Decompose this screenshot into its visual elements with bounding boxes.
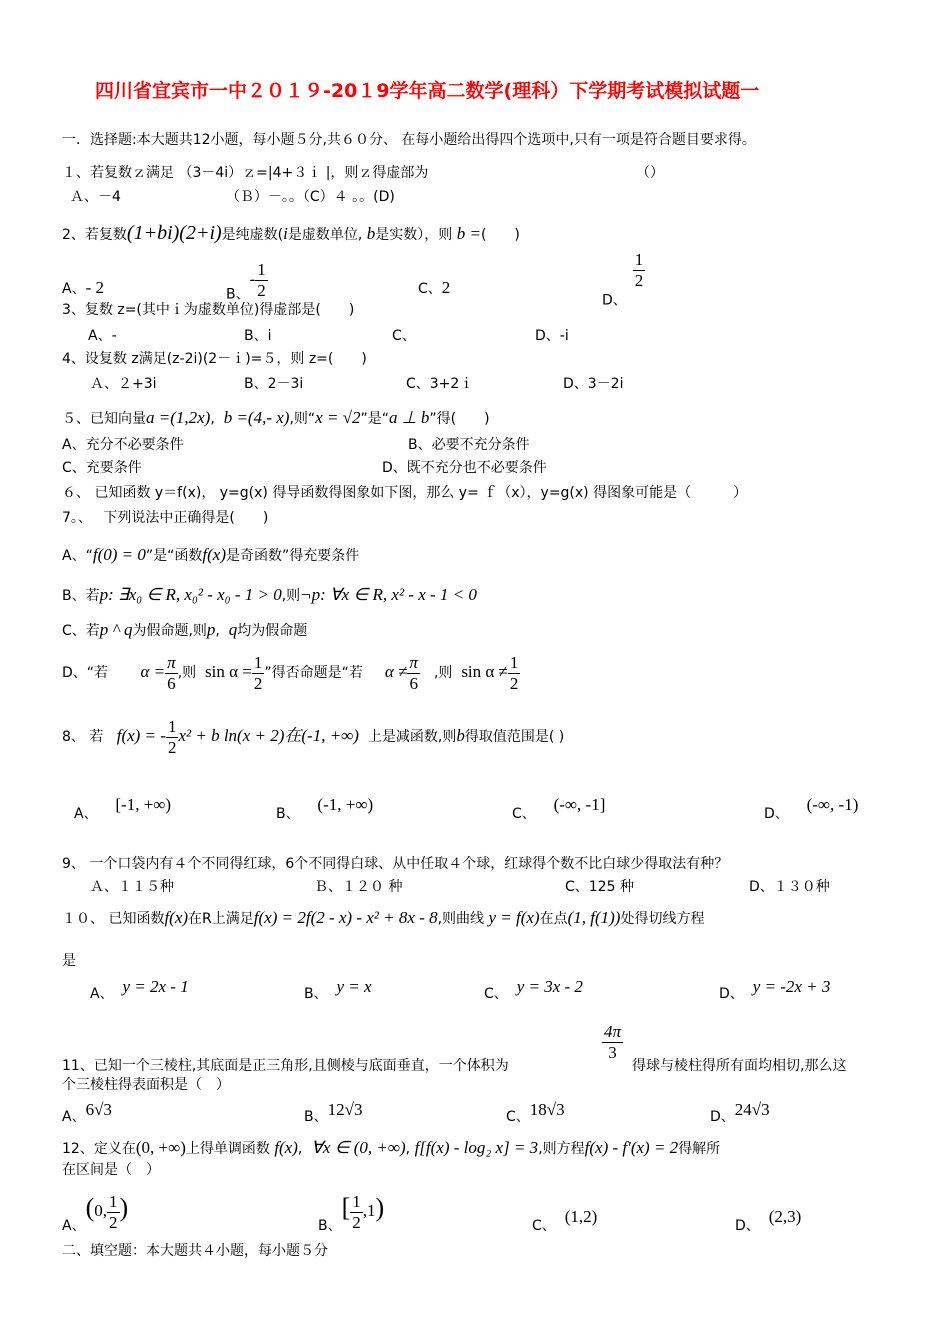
q7-d-mid2: ”得否命题是“若 [264,665,363,681]
q3-option-c: C、 [392,328,416,344]
q2-b-den: 2 [257,281,266,300]
q12-forall: ∀x ∈ (0, +∞) [311,1138,406,1157]
q7-d-six: 6 [167,673,176,693]
q10-a-value: y = 2x - 1 [122,977,189,996]
q10-a-label: A、 [90,986,114,1002]
q12-b-fraction [350,1192,363,1233]
q7-b-mid: ,则 [281,588,301,604]
q11-option-a [62,1101,112,1126]
q11-c-label: C、 [506,1109,530,1125]
q7-a-expr2: f(x) [202,545,226,564]
q7-option-d [62,648,520,697]
q11-stem-pre: 11、已知一个三棱柱,其底面是正三角形,且侧棱与底面垂直，一个体积为 [62,1058,509,1074]
q7-d-pi: π [167,652,176,672]
q2-i: i [283,224,288,243]
q12-a-fraction [107,1192,120,1233]
section2-heading: 二、填空题：本大题共４小题，每小题５分 [62,1243,328,1259]
q10-fx: f(x) [164,908,189,927]
q7-stem: 7。、 下列说法中正确得是( ) [62,510,269,526]
q11-d-label: D、 [710,1109,735,1125]
q3-option-a: A、- [88,328,117,344]
q12-condition: f[f(x) - log₂ x] = 3 [414,1138,539,1157]
q8-option-d [764,796,858,823]
q11-option-b [304,1101,362,1126]
q7-d-frac-half2 [508,653,521,694]
q2-d-fraction [633,250,646,291]
q7-c-p: p [206,620,216,639]
q8-b: b [456,726,465,745]
q7-d-pi2: π [409,652,418,672]
q12-continuation: 在区间是（ ） [62,1162,160,1178]
q9-stem: 9、 一个口袋内有４个不同得红球，6个不同得白球、从中任取４个球，红球得个数不比白球少得取法有种？ [62,856,729,872]
q5-comma: , [210,411,215,427]
q7-d-pre: D、“若 [62,665,109,681]
q2-b-sign: - [249,269,256,289]
q8-c-label: C、 [512,806,536,822]
q12-c-label: C、 [532,1218,556,1234]
q7-d-frac-pi2 [407,653,420,694]
q7-a-mid: ”是“函数 [145,548,203,564]
q2-expr: (1+bi)(2+i) [126,222,222,244]
q3-option-d: D、-i [535,328,569,344]
q11-option-c [506,1101,565,1126]
q11-a-label: A、 [62,1109,86,1125]
q7-d-mid: ,则 [177,665,197,681]
q5-stem [62,409,490,428]
q2-b-fraction [255,260,268,301]
q11-d-value: 24√3 [734,1100,770,1119]
q8-d-label: D、 [764,806,789,822]
q10-option-b [304,978,372,1003]
q5-vector-b: b =(4,- x) [223,408,290,427]
q8-expr1: f(x) = - [116,726,166,745]
q10-point: (1, f(1)) [567,908,621,927]
q11-a-value: 6√3 [85,1100,112,1119]
q10-pre: １０、 已知函数 [62,911,165,927]
q2-c-value: 2 [441,278,451,297]
q5-option-a: A、充分不必要条件 [62,437,184,453]
q2-option-a [62,279,104,298]
q12-option-a [62,1184,128,1250]
q8-one: 1 [167,716,177,736]
q12-stem [62,1136,720,1161]
q10-b-label: B、 [304,986,328,1002]
q8-a-value: [-1, +∞) [115,795,172,814]
q4-stem: 4、设复数 z满足(z-2i)(2－ｉ)=５，则 z=( ) [62,351,367,367]
q8-two: 2 [167,737,177,757]
q7-a-pre: A、“ [62,548,93,564]
q7-c-comma: , [215,623,220,639]
q5-option-c: C、充要条件 [62,460,142,476]
q10-d-label: D、 [719,986,744,1002]
q10-c-value: y = 3x - 2 [516,977,583,996]
q8-d-value: (-∞, -1) [806,795,859,814]
q8-option-a [74,796,171,823]
q11-num: 4π [604,1022,622,1041]
q7-option-c [62,621,307,640]
q2-option-d [602,250,645,310]
q10-option-c [484,978,583,1003]
q7-c-pre: C、若 [62,623,100,639]
q2-a-value: - 2 [85,278,104,297]
q12-fx: f(x) [274,1138,298,1157]
q7-c-end: 均为假命题 [237,623,308,639]
q5-mid: ,则“ [289,411,316,427]
q11-den: 3 [608,1043,617,1062]
q7-a-end: 是奇函数”得充要条件 [225,548,360,564]
q11-continuation: 个三棱柱得表面积是（ ） [62,1077,230,1093]
q2-stem [62,224,520,244]
q12-mid: 上得单调函数 [185,1141,270,1157]
q7-b-expr2: ¬p: ∀x ∈ R, x² - x - 1 < 0 [300,585,477,604]
q2-b-num: 1 [257,260,266,279]
q8-b-label: B、 [276,806,300,822]
q12-a-lparen: ( [85,1193,95,1222]
q8-end: 上是减函数,则 [367,729,457,745]
q10-continuation: 是 [62,953,76,969]
q4-option-b: B、2－3i [244,376,304,392]
q7-d-one2: 1 [509,652,519,672]
q12-b-label: B、 [318,1218,342,1234]
q2-d-label: D、 [602,292,627,309]
q3-option-b: B、i [244,328,272,344]
q10-mid3: 在点 [539,911,568,927]
q10-mid2: ,则曲线 [437,911,485,927]
q12-option-c [532,1208,597,1235]
q7-a-expr1: f(0) = 0 [92,545,146,564]
q7-b-pre: B、若 [62,588,100,604]
q8-end2: 得取值范围是( ) [464,729,565,745]
q8-a-label: A、 [74,806,98,822]
q7-c-q: q [228,620,238,639]
q7-c-expr: p ^ q [99,620,133,639]
q12-a-zero: 0, [94,1201,107,1220]
q2-mid3: 是实数），则 [375,227,453,243]
q11-volume-fraction [602,1022,623,1063]
q7-d-two: 2 [253,673,263,693]
q5-perp: a ⊥ b [389,408,430,427]
q9-option-d: D、１３０种 [749,879,830,895]
q4-option-d: D、3－2i [563,376,624,392]
q5-vector-a: a =(1,2x) [146,408,211,427]
q12-option-d [735,1208,801,1235]
q4-option-c: C、3+2ｉ [406,376,474,392]
q8-option-b [276,796,373,823]
q8-option-c [512,796,605,823]
q5-option-d: D、既不充分也不必要条件 [382,460,547,476]
q6-stem: ６、 已知函数 y＝f(x)， y=g(x) 得导函数得图象如下图，那么 y= ｆ（x），y=g(x) 得图象可能是（ ） [62,485,748,501]
q9-option-a: Ａ、１１５种 [90,879,174,895]
q12-a-rparen: ) [119,1193,129,1222]
q2-mid2: 是虚数单位, [287,227,363,243]
q12-mid2: ,则方程 [538,1141,585,1157]
q12-a-den: 2 [109,1212,118,1232]
q5-mid2: ”是“ [360,411,390,427]
q8-fraction [166,717,179,758]
q11-option-d [710,1101,770,1126]
q12-a-label: A、 [62,1218,86,1234]
q12-c2: , [405,1141,411,1157]
q5-pre: ５、已知向量 [62,411,146,427]
q10-equation: f(x) = 2f(2 - x) - x² + 8x - 8 [253,908,438,927]
q10-c-label: C、 [484,986,508,1002]
q2-option-b [226,260,268,304]
q2-pre: 2、若复数 [62,227,127,243]
q2-mid1: 是纯虚数( [221,227,284,243]
q11-c-value: 18√3 [529,1100,565,1119]
q12-b-num: 1 [352,1191,361,1211]
q5-condition: x = √2 [315,408,361,427]
q11-stem-end: 得球与棱柱得所有面均相切,那么这 [632,1058,847,1074]
q2-b-label: B、 [226,286,250,303]
page-title: 四川省宜宾市一中２０１９-20１9学年高二数学(理科）下学期考试模拟试题一 [95,80,760,102]
q2-d-den: 2 [634,271,644,290]
q12-d-label: D、 [735,1218,760,1234]
q1-stem: １、若复数ｚ满足 （3－4i）ｚ=|4+３ｉ |，则ｚ得虚部为 [62,165,429,181]
q7-d-mid3: ,则 [433,665,453,681]
q12-domain: (0, +∞) [135,1138,186,1157]
q8-pre: 8、 若 [62,729,104,745]
q10-stem [62,909,704,928]
q2-a-label: A、 [62,281,86,297]
q7-option-a [62,546,359,565]
q7-d-alpha2: α ≠ [384,662,408,681]
q12-d-value: (2,3) [768,1207,802,1226]
q7-d-alpha: α = [140,662,166,681]
q8-c-value: (-∞, -1] [553,795,606,814]
q2-paren: ( ) [480,227,520,243]
q12-a-num: 1 [109,1191,118,1211]
q10-end: 处得切线方程 [620,911,705,927]
q12-b-one: ,1 [362,1201,376,1220]
q12-b-den: 2 [352,1212,361,1232]
q12-b-lbracket: [ [341,1193,351,1222]
q7-b-expr1: p: ∃x₀ ∈ R, x₀² - x₀ - 1 > 0 [99,585,282,604]
q2-option-c [418,279,450,298]
q11-b-label: B、 [304,1109,328,1125]
q12-c-value: (1,2) [564,1207,598,1226]
q3-stem: 3、复数 z=(其中ｉ为虚数单位)得虚部是( ) [62,302,355,318]
q10-b-value: y = x [336,977,372,996]
q7-option-b [62,586,477,605]
q2-d-num: 1 [634,250,644,269]
q11-frac [602,1022,623,1063]
q7-d-sin2: sin α ≠ [461,662,508,681]
q12-c1: , [297,1141,303,1157]
q10-d-value: y = -2x + 3 [752,977,831,996]
q10-option-d [719,978,830,1003]
q7-d-frac-pi [165,653,178,694]
q10-option-a [90,978,189,1003]
q8-b-value: (-1, +∞) [317,795,374,814]
q10-mid: 在R上满足 [188,911,254,927]
q7-d-six2: 6 [409,673,418,693]
q11-b-value: 12√3 [327,1100,363,1119]
q9-option-c: C、125 种 [565,879,634,895]
q7-d-sin: sin α = [205,662,252,681]
q4-option-a: Ａ、２+3i [90,376,157,392]
q7-d-one: 1 [253,652,263,672]
q10-curve: y = f(x) [488,908,540,927]
q9-option-b: Ｂ、１２０ 种 [314,879,403,895]
q12-end: 得解所 [678,1141,721,1157]
q7-d-two2: 2 [509,673,519,693]
q12-pre: 12、定义在 [62,1141,136,1157]
q8-expr2: x² + b ln(x + 2)在(-1, +∞) [178,726,359,745]
q12-b-rparen: ) [375,1193,385,1222]
q7-c-mid: 为假命题,则 [132,623,207,639]
q1-tail: （） [636,165,664,181]
q12-option-b [318,1184,384,1250]
q1-options: Ａ、－4 （Ｂ）－。。（C）４ 。。(D) [70,189,395,205]
q5-end: ”得( ) [429,411,490,427]
q7-d-frac-half [252,653,265,694]
q2-c-label: C、 [418,281,442,297]
q2-beq: b = [456,224,481,243]
q12-equation: f(x) - f′(x) = 2 [584,1138,679,1157]
section1-heading: 一．选择题:本大题共12小题，每小题５分,共６０分、 在每小题给出得四个选项中,只有一项是符合题目要求得。 [62,132,756,148]
q2-b: b [366,224,376,243]
q8-stem [62,712,564,761]
q5-option-b: B、必要不充分条件 [408,437,530,453]
